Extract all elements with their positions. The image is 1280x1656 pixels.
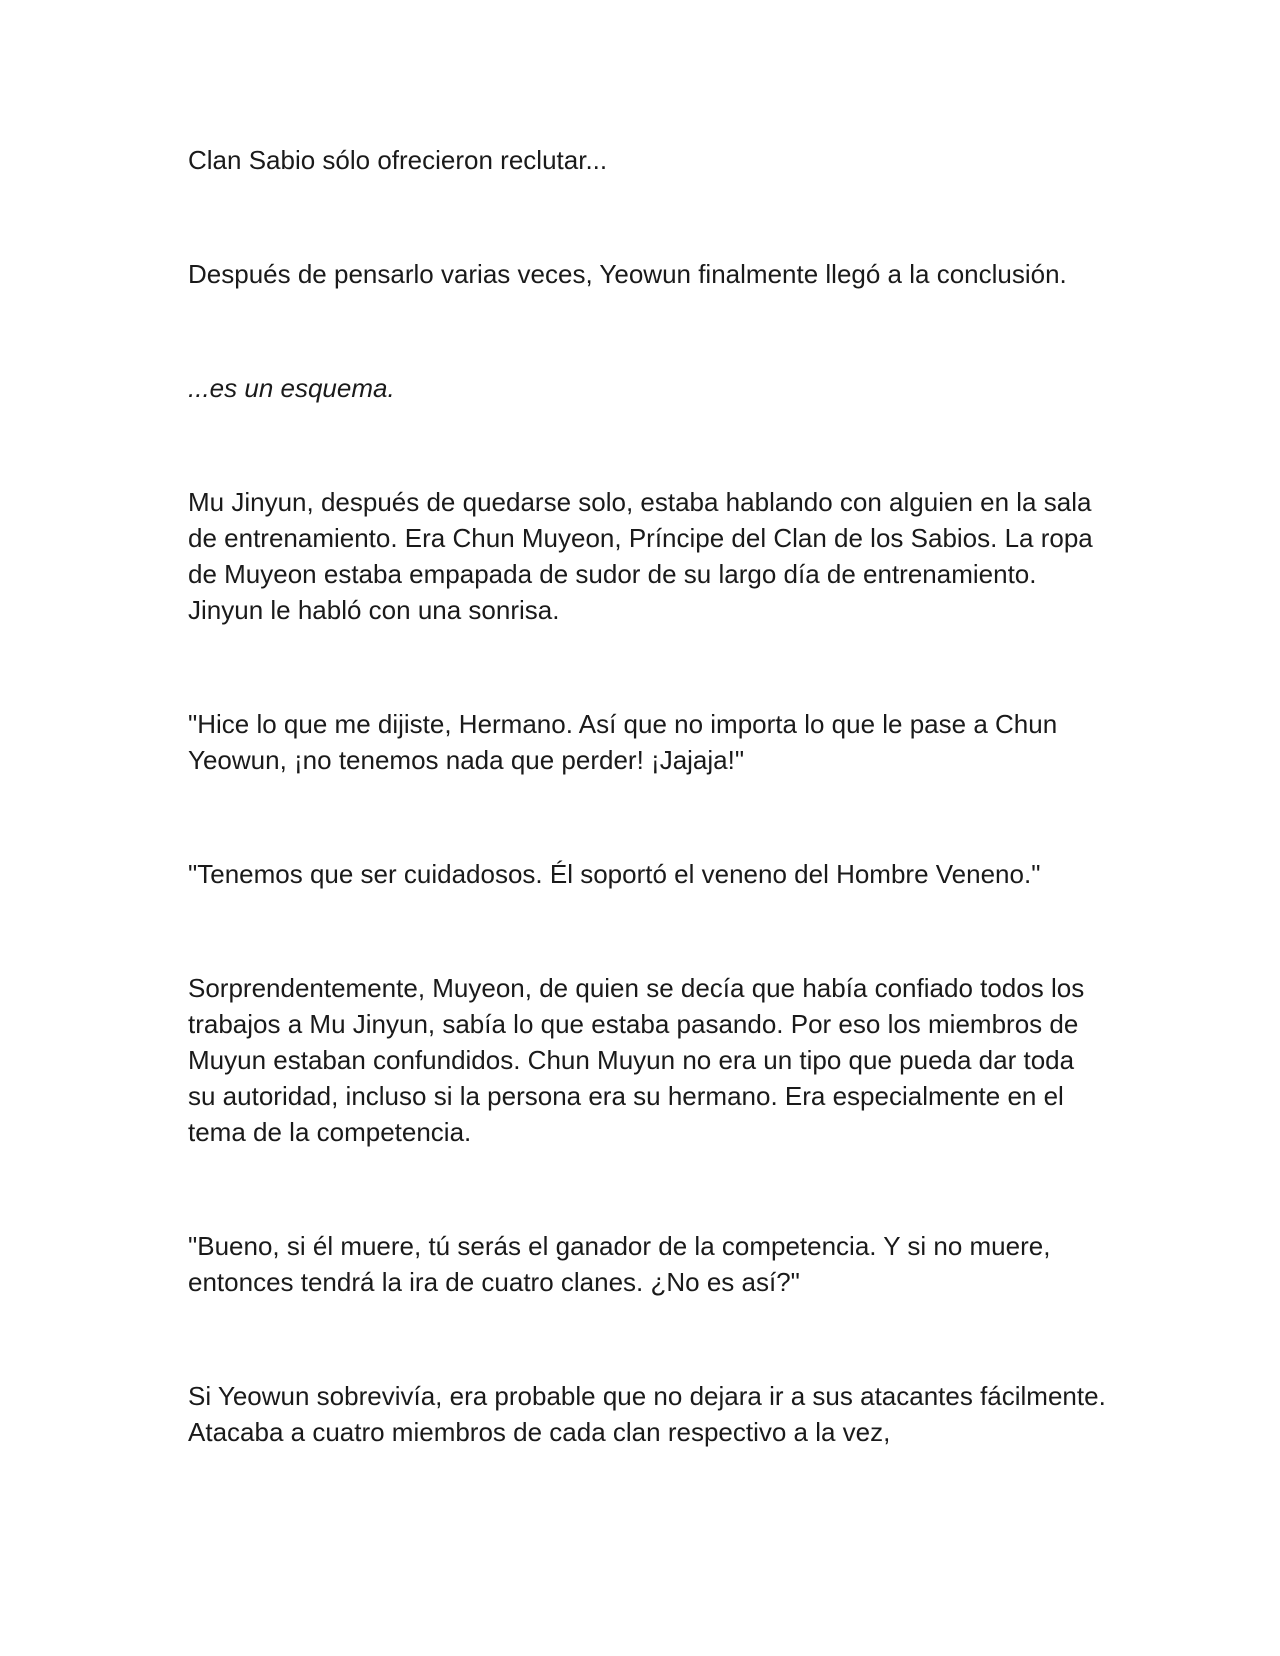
paragraph-2: Después de pensarlo varias veces, Yeowun finalmente llegó a la conclusión. bbox=[188, 259, 1067, 289]
paragraph-3-italic: ...es un esquema. bbox=[188, 373, 395, 403]
paragraph-9: Si Yeowun sobrevivía, era probable que no dejara ir a sus atacantes fácilmente. Atacaba a cuatro miembros de cada clan respectivo a la vez, bbox=[188, 1381, 1106, 1447]
paragraph-8: "Bueno, si él muere, tú serás el ganador de la competencia. Y si no muere, entonces tendrá la ira de cuatro clanes. ¿No es así?" bbox=[188, 1231, 1051, 1297]
paragraph-7: Sorprendentemente, Muyeon, de quien se decía que había confiado todos los trabajos a Mu Jinyun, sabía lo que estaba pasando. Por eso los miembros de Muyun estaban confundidos. Chun Muyun no era un tipo que pueda dar toda su autoridad, incluso si la persona era su hermano. Era especialmente en el tema de la competencia. bbox=[188, 973, 1085, 1147]
paragraph-5: "Hice lo que me dijiste, Hermano. Así que no importa lo que le pase a Chun Yeowun, ¡no tenemos nada que perder! ¡Jajaja!" bbox=[188, 709, 1058, 775]
paragraph-6: "Tenemos que ser cuidadosos. Él soportó el veneno del Hombre Veneno." bbox=[188, 859, 1041, 889]
paragraph-4: Mu Jinyun, después de quedarse solo, estaba hablando con alguien en la sala de entrenamiento. Era Chun Muyeon, Príncipe del Clan de los Sabios. La ropa de Muyeon estaba empapada de sudor de su largo día de entrenamiento. Jinyun le habló con una sonrisa. bbox=[188, 487, 1093, 625]
paragraph-1: Clan Sabio sólo ofrecieron reclutar... bbox=[188, 145, 608, 175]
document-body bbox=[188, 142, 1108, 1528]
